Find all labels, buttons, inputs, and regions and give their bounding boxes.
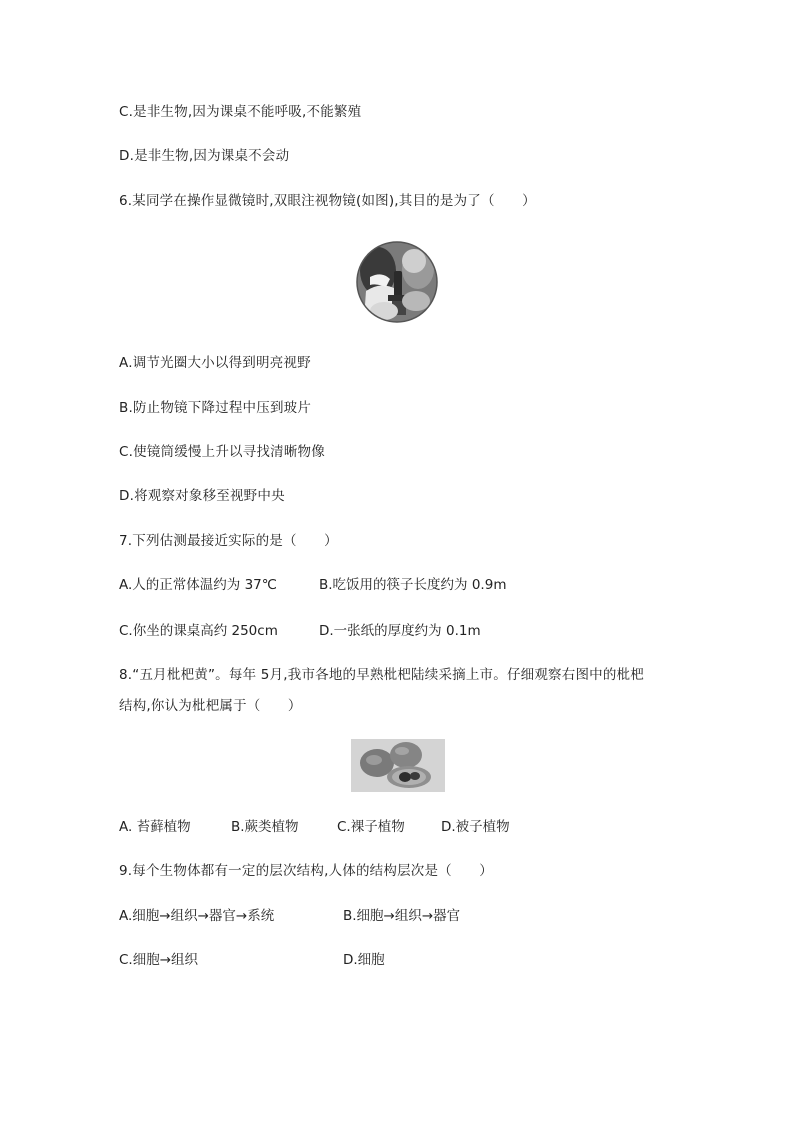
q8-option-c: C.裸子植物 (337, 819, 405, 835)
q7-option-a: A.人的正常体温约为 37℃ (119, 577, 277, 593)
q8-option-a: A. 苔藓植物 (119, 819, 191, 835)
q6-option-d: D.将观察对象移至视野中央 (119, 488, 285, 504)
q7-option-c: C.你坐的课桌高约 250cm (119, 623, 278, 639)
q7-stem: 7.下列估测最接近实际的是（ ） (119, 533, 338, 549)
q9-stem: 9.每个生物体都有一定的层次结构,人体的结构层次是（ ） (119, 863, 493, 879)
q6-option-c: C.使镜筒缓慢上升以寻找清晰物像 (119, 444, 325, 460)
q8-option-d: D.被子植物 (441, 819, 510, 835)
q8-option-b: B.蕨类植物 (231, 819, 299, 835)
q8-stem-line2: 结构,你认为枇杷属于（ ） (119, 698, 302, 714)
q5-option-d: D.是非生物,因为课桌不会动 (119, 148, 290, 164)
q6-option-a: A.调节光圈大小以得到明亮视野 (119, 355, 311, 371)
loquat-photo-icon (351, 739, 445, 792)
q9-option-c: C.细胞→组织 (119, 952, 199, 968)
q9-option-b: B.细胞→组织→器官 (343, 908, 461, 924)
q7-option-d: D.一张纸的厚度约为 0.1m (319, 623, 481, 639)
q6-stem: 6.某同学在操作显微镜时,双眼注视物镜(如图),其目的是为了（ ） (119, 193, 536, 209)
microscope-photo-icon (356, 241, 438, 323)
q8-stem-line1: 8.“五月枇杷黄”。每年 5月,我市各地的早熟枇杷陆续采摘上市。仔细观察右图中的枇杷 (119, 667, 644, 683)
q9-option-d: D.细胞 (343, 952, 385, 968)
q7-option-b: B.吃饭用的筷子长度约为 0.9m (319, 577, 507, 593)
q5-option-c: C.是非生物,因为课桌不能呼吸,不能繁殖 (119, 104, 362, 120)
q6-option-b: B.防止物镜下降过程中压到玻片 (119, 400, 312, 416)
q9-option-a: A.细胞→组织→器官→系统 (119, 908, 275, 924)
